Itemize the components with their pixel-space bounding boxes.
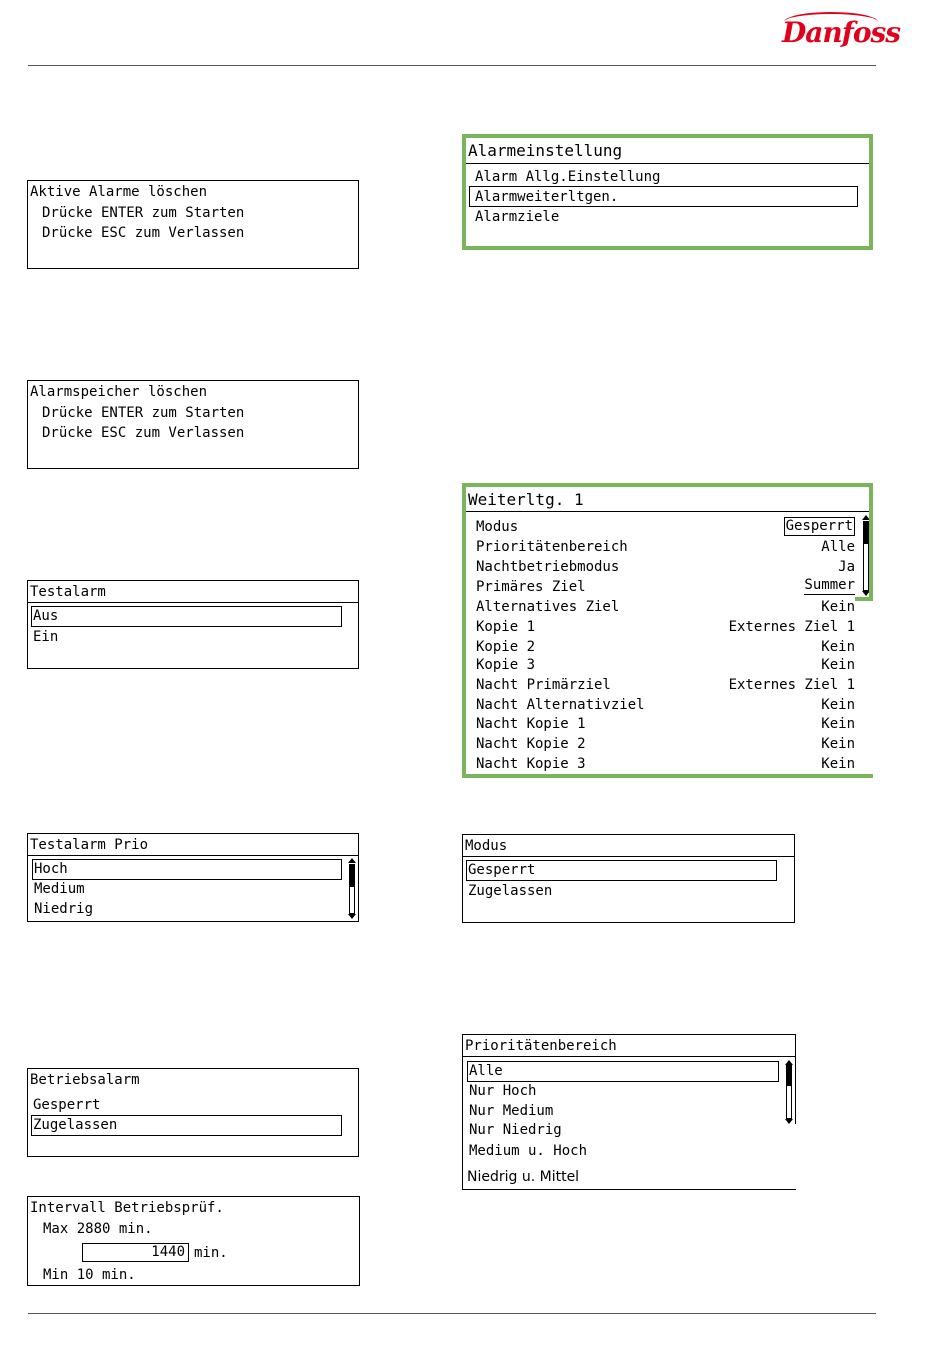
- row-value[interactable]: Ja: [838, 559, 855, 575]
- title-divider: [463, 856, 794, 857]
- footer-divider: [28, 1313, 876, 1314]
- row-label: Primäres Ziel: [476, 579, 586, 595]
- row-value[interactable]: Alle: [821, 539, 855, 555]
- row-value[interactable]: Kein: [821, 639, 855, 655]
- title-divider: [466, 511, 873, 512]
- enter-hint: Drücke ENTER zum Starten: [42, 205, 245, 221]
- row-nachtbetriebmodus[interactable]: [476, 557, 855, 577]
- row-kopie-3[interactable]: [476, 655, 855, 675]
- scrollbar-thumb[interactable]: [787, 1066, 791, 1086]
- screen-title: Testalarm Prio: [30, 837, 149, 853]
- title-divider: [28, 855, 358, 856]
- esc-hint: Drücke ESC zum Verlassen: [42, 225, 245, 241]
- unit-label: min.: [194, 1245, 228, 1261]
- screen-title: Weiterltg. 1: [468, 490, 584, 509]
- header-divider: [28, 65, 876, 66]
- scroll-down-icon[interactable]: [785, 1119, 793, 1124]
- screen-testalarm: [27, 580, 359, 669]
- screen-alarmeinstellung: [462, 134, 873, 250]
- row-label: Nacht Kopie 1: [476, 716, 586, 732]
- row-value[interactable]: Kein: [821, 599, 855, 615]
- row-label: Nachtbetriebmodus: [476, 559, 620, 575]
- danfoss-logo: [780, 10, 901, 50]
- green-frame-edge: [869, 483, 873, 601]
- row-label: Nacht Primärziel: [476, 677, 611, 693]
- row-value[interactable]: Kein: [821, 657, 855, 673]
- esc-hint: Drücke ESC zum Verlassen: [42, 425, 245, 441]
- row-value[interactable]: Kein: [821, 756, 855, 772]
- option-hoch[interactable]: Hoch: [34, 861, 68, 877]
- scroll-down-icon[interactable]: [348, 914, 356, 919]
- screen-title: Alarmspeicher löschen: [30, 384, 208, 400]
- row-value[interactable]: Kein: [821, 716, 855, 732]
- screen-weiterltg: [462, 483, 873, 778]
- screen-testalarm-prio: [27, 833, 359, 922]
- row-label: Alternatives Ziel: [476, 599, 620, 615]
- screen-modus: [462, 834, 795, 923]
- option-aus[interactable]: Aus: [33, 608, 59, 624]
- option-niedrig[interactable]: Niedrig: [34, 901, 94, 917]
- scrollbar[interactable]: [349, 864, 355, 914]
- screen-title: Prioritätenbereich: [465, 1038, 617, 1054]
- scrollbar-thumb[interactable]: [350, 865, 354, 887]
- option-medium-u-hoch[interactable]: Medium u. Hoch: [469, 1143, 588, 1159]
- screen-title: Betriebsalarm: [30, 1072, 140, 1088]
- interval-input[interactable]: 1440: [82, 1243, 189, 1262]
- green-frame-corner: [855, 597, 873, 601]
- menu-alarm-allg[interactable]: Alarm Allg.Einstellung: [475, 169, 661, 185]
- screen-intervall: [27, 1196, 360, 1286]
- screen-title: Alarmeinstellung: [468, 141, 623, 160]
- row-alternatives-ziel[interactable]: [476, 597, 855, 617]
- logo-text: Danfoss: [782, 16, 901, 49]
- selection-box: [32, 859, 342, 880]
- row-value[interactable]: Kein: [821, 736, 855, 752]
- row-modus[interactable]: [476, 517, 855, 537]
- min-label: Min 10 min.: [43, 1267, 136, 1283]
- title-divider: [28, 602, 358, 603]
- option-zugelassen[interactable]: Zugelassen: [468, 883, 553, 899]
- screen-alarmspeicher: [27, 380, 359, 469]
- row-label: Kopie 2: [476, 639, 536, 655]
- selection-box: [31, 606, 342, 627]
- max-label: Max 2880 min.: [43, 1221, 153, 1237]
- row-nacht-kopie-1[interactable]: [476, 714, 855, 734]
- selection-box: [467, 1061, 779, 1082]
- option-medium[interactable]: Medium: [34, 881, 85, 897]
- row-value[interactable]: Externes Ziel 1: [728, 677, 855, 693]
- row-label: Kopie 3: [476, 657, 536, 673]
- scrollbar[interactable]: [786, 1065, 792, 1119]
- row-kopie-1[interactable]: [476, 617, 855, 637]
- screen-betriebsalarm: [27, 1068, 359, 1157]
- screen-aktive-alarme: [27, 180, 359, 269]
- screen-title: Modus: [465, 838, 508, 854]
- option-gesperrt[interactable]: Gesperrt: [468, 862, 536, 878]
- option-alle[interactable]: Alle: [469, 1063, 503, 1079]
- frame-edge: [795, 1034, 796, 1124]
- menu-alarmweiterltgen[interactable]: Alarmweiterltgen.: [475, 189, 619, 205]
- row-nacht-primaerziel[interactable]: [476, 675, 855, 695]
- row-prioritaetenbereich[interactable]: [476, 537, 855, 557]
- title-divider: [463, 1056, 796, 1057]
- screen-title: Aktive Alarme löschen: [30, 184, 208, 200]
- row-label: Nacht Alternativziel: [476, 697, 645, 713]
- option-nur-medium[interactable]: Nur Medium: [469, 1103, 554, 1119]
- row-kopie-2[interactable]: [476, 637, 855, 657]
- option-nur-niedrig[interactable]: Nur Niedrig: [469, 1122, 562, 1138]
- row-nacht-kopie-3[interactable]: [476, 754, 855, 774]
- row-value[interactable]: Gesperrt: [785, 518, 853, 534]
- row-value[interactable]: Externes Ziel 1: [728, 619, 855, 635]
- option-gesperrt[interactable]: Gesperrt: [33, 1097, 101, 1113]
- row-label: Nacht Kopie 2: [476, 736, 586, 752]
- screen-title: Testalarm: [30, 584, 106, 600]
- row-nacht-alternativziel[interactable]: [476, 695, 855, 715]
- row-label: Modus: [476, 519, 519, 535]
- option-zugelassen[interactable]: Zugelassen: [33, 1117, 118, 1133]
- row-label: Prioritätenbereich: [476, 539, 628, 555]
- option-niedrig-u-mittel[interactable]: Niedrig u. Mittel: [467, 1169, 580, 1185]
- option-ein[interactable]: Ein: [33, 629, 59, 645]
- option-nur-hoch[interactable]: Nur Hoch: [469, 1083, 537, 1099]
- row-value[interactable]: Summer: [804, 577, 855, 593]
- screen-title: Intervall Betriebsprüf.: [30, 1200, 224, 1216]
- row-label: Nacht Kopie 3: [476, 756, 586, 772]
- enter-hint: Drücke ENTER zum Starten: [42, 405, 245, 421]
- scrollbar-thumb[interactable]: [864, 522, 868, 544]
- scroll-up-icon[interactable]: [348, 858, 356, 863]
- menu-alarmziele[interactable]: Alarmziele: [475, 209, 560, 225]
- row-primaeres-ziel[interactable]: [476, 577, 855, 597]
- row-label: Kopie 1: [476, 619, 536, 635]
- screen-prioritaetenbereich: [462, 1034, 796, 1190]
- title-divider: [466, 163, 869, 164]
- row-value[interactable]: Kein: [821, 697, 855, 713]
- row-nacht-kopie-2[interactable]: [476, 734, 855, 754]
